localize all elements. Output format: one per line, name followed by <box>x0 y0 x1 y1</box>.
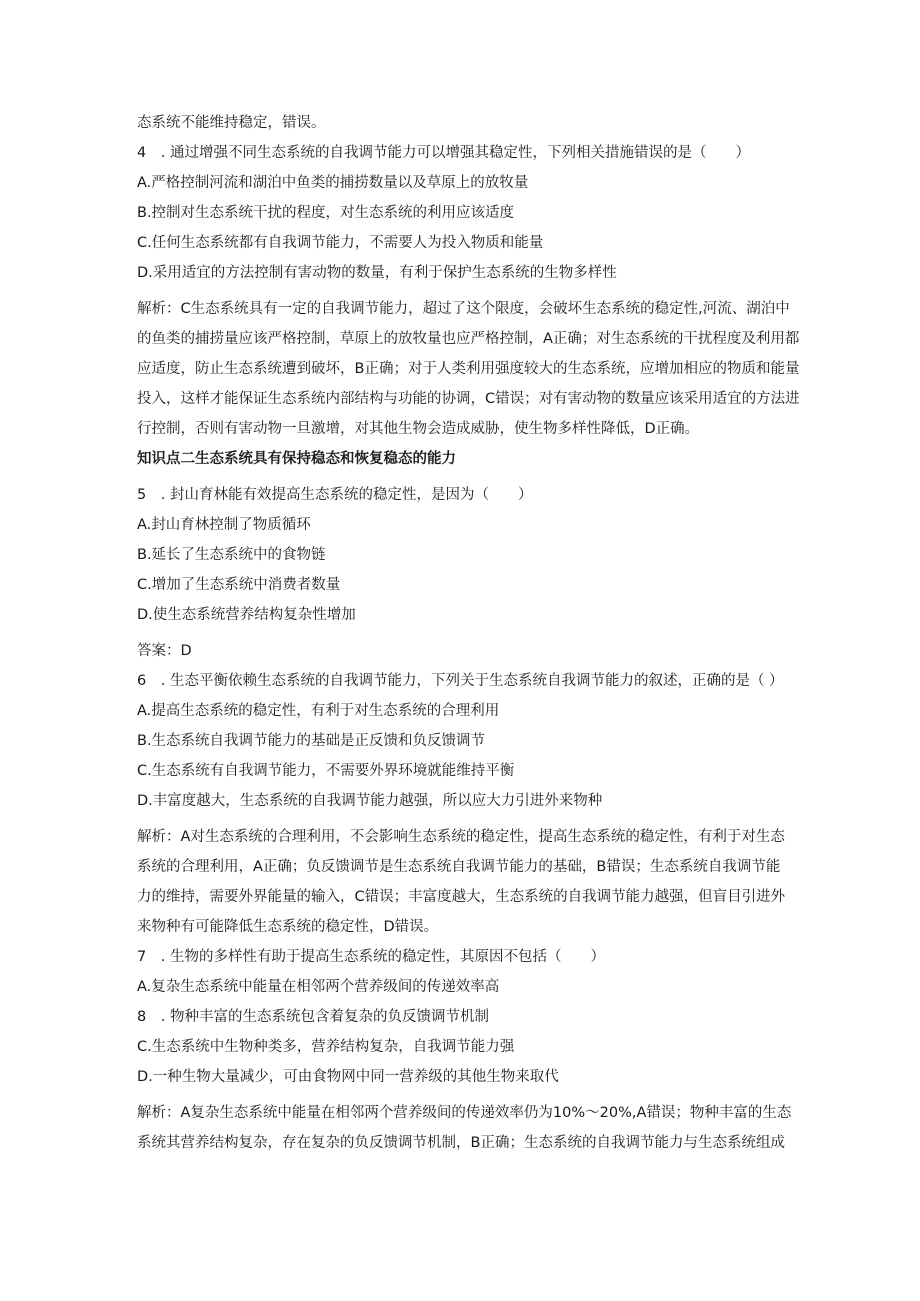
analysis-line: 解析：C生态系统具有一定的自我调节能力，超过了这个限度，会破坏生态系统的稳定性,河流、湖泊中 <box>137 301 790 317</box>
analysis-line: 行控制，否则有害动物一旦激增，对其他生物会造成威胁，使生物多样性降低，D正确。 <box>137 421 700 437</box>
question-5-answer: 答案：D <box>137 643 192 659</box>
analysis-line: 系统的合理利用，A正确；负反馈调节是生态系统自我调节能力的基础，B错误；生态系统自我调节能 <box>137 859 781 875</box>
analysis-line: 应适度，防止生态系统遭到破坏，B正确；对于人类利用强度较大的生态系统，应增加相应的物质和能量 <box>137 361 800 377</box>
analysis-line: 的鱼类的捕捞量应该严格控制，草原上的放牧量也应严格控制，A正确；对生态系统的干扰程度及利用都 <box>137 331 800 347</box>
question-6-option-d: D.丰富度越大，生态系统的自我调节能力越强，所以应大力引进外来物种 <box>137 793 603 809</box>
question-5-stem: 5 . 封山育林能有效提高生态系统的稳定性，是因为（ ） <box>137 487 533 503</box>
question-7-analysis <box>137 1098 837 1158</box>
question-4-option-c: C.任何生态系统都有自我调节能力，不需要人为投入物质和能量 <box>137 235 544 251</box>
question-6-analysis <box>137 822 837 942</box>
question-7-stem: 7 . 生物的多样性有助于提高生态系统的稳定性，其原因不包括（ ） <box>137 949 605 965</box>
analysis-line: 来物种有可能降低生态系统的稳定性，D错误。 <box>137 919 439 935</box>
question-5-option-c: C.增加了生态系统中消费者数量 <box>137 577 341 593</box>
question-7-option-a: A.复杂生态系统中能量在相邻两个营养级间的传递效率高 <box>137 979 500 995</box>
question-6-option-c: C.生态系统有自我调节能力，不需要外界环境就能维持平衡 <box>137 763 515 779</box>
intro-text: 态系统不能维持稳定，错误。 <box>137 115 326 131</box>
question-4-analysis <box>137 294 837 444</box>
question-5-option-a: A.封山育林控制了物质循环 <box>137 517 311 533</box>
question-7-option-c: C.生态系统中生物种类多，营养结构复杂，自我调节能力强 <box>137 1039 515 1055</box>
analysis-line: 解析：A对生态系统的合理利用，不会影响生态系统的稳定性，提高生态系统的稳定性，有利于对生态 <box>137 829 785 845</box>
question-5-option-d: D.使生态系统营养结构复杂性增加 <box>137 607 356 623</box>
question-4-option-a: A.严格控制河流和湖泊中鱼类的捕捞数量以及草原上的放牧量 <box>137 175 529 191</box>
question-7-option-b: 8 . 物种丰富的生态系统包含着复杂的负反馈调节机制 <box>137 1009 489 1025</box>
analysis-line: 投入，这样才能保证生态系统内部结构与功能的协调，C错误；对有害动物的数量应该采用适宜的方法进 <box>137 391 800 407</box>
analysis-line: 解析：A复杂生态系统中能量在相邻两个营养级间的传递效率仍为10%～20%,A错误；物种丰富的生态 <box>137 1105 792 1121</box>
question-6-option-a: A.提高生态系统的稳定性，有利于对生态系统的合理利用 <box>137 703 500 719</box>
question-5-option-b: B.延长了生态系统中的食物链 <box>137 547 326 563</box>
question-4-option-b: B.控制对生态系统干扰的程度，对生态系统的利用应该适度 <box>137 205 515 221</box>
question-6-option-b: B.生态系统自我调节能力的基础是正反馈和负反馈调节 <box>137 733 486 749</box>
analysis-line: 力的维持，需要外界能量的输入，C错误；丰富度越大，生态系统的自我调节能力越强，但盲目引进外 <box>137 889 786 905</box>
section-heading: 知识点二生态系统具有保持稳态和恢复稳态的能力 <box>137 451 456 467</box>
question-4-option-d: D.采用适宜的方法控制有害动物的数量，有利于保护生态系统的生物多样性 <box>137 265 617 281</box>
document-page <box>137 108 837 1158</box>
question-4-stem: 4 . 通过增强不同生态系统的自我调节能力可以增强其稳定性，下列相关措施错误的是（ ） <box>137 145 750 161</box>
analysis-line: 系统其营养结构复杂，存在复杂的负反馈调节机制，B正确；生态系统的自我调节能力与生态系统组成 <box>137 1135 785 1151</box>
question-7-option-d: D.一种生物大量减少，可由食物网中同一营养级的其他生物来取代 <box>137 1069 559 1085</box>
question-6-stem: 6 . 生态平衡依赖生态系统的自我调节能力，下列关于生态系统自我调节能力的叙述，正确的是（ ） <box>137 673 784 689</box>
